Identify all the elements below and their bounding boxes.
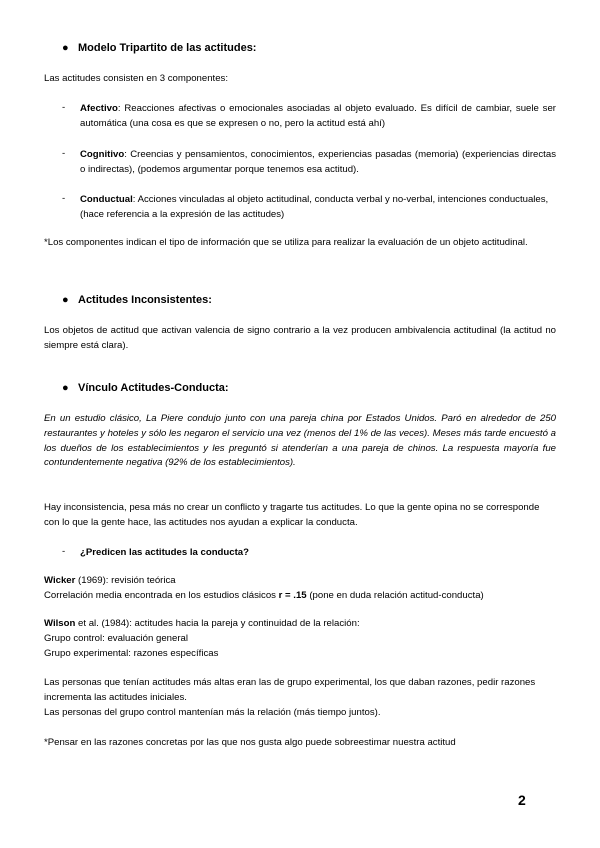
question-heading: ¿Predicen las actitudes la conducta? <box>80 547 250 558</box>
section-heading-inconsistentes: ● Actitudes Inconsistentes: <box>62 294 212 306</box>
section-heading-vinculo: ● Vínculo Actitudes-Conducta: <box>62 382 229 394</box>
dash-marker: - <box>62 102 66 113</box>
page-number: 2 <box>518 792 526 808</box>
component-conductual: Conductual: Acciones vinculadas al objeto actitudinal, conducta verbal y no-verbal, intenciones conductuales, (hace referencia a la expresión de las actitudes) <box>80 194 549 220</box>
dash-marker: - <box>62 148 66 159</box>
section-heading-tripartito: ● Modelo Tripartito de las actitudes: <box>62 42 257 54</box>
final-note: *Pensar en las razones concretas por las que nos gusta algo puede sobreestimar nuestra actitud <box>44 737 456 748</box>
component-cognitivo: Cognitivo: Creencias y pensamientos, conocimientos, experiencias pasadas (memoria) (experiencias directas o indirectas), (podemos argumentar porque tenemos esa actitud). <box>80 149 556 175</box>
dash-marker: - <box>62 546 66 557</box>
wilson-block: Wilson et al. (1984): actitudes hacia la pareja y continuidad de la relación: Grupo control: evaluación general Grupo experimental: razones específicas <box>44 618 360 659</box>
bullet-icon: ● <box>62 382 69 394</box>
bullet-icon: ● <box>62 294 69 306</box>
bullet-icon: ● <box>62 42 69 54</box>
lapiere-study: En un estudio clásico, La Piere condujo junto con una pareja china por Estados Unidos. Paró en alrededor de 250 restaurantes y hoteles y sólo les negaron el servicio una vez (menos del 1% de las veces). Meses más tarde encuestó a los dueños de los establecimientos y les preguntó si atenderían a una pareja de chinos. La respuesta mayoría fue contundentemente negativa (92% de los establecimientos). <box>44 413 556 469</box>
inconsistency-text: Hay inconsistencia, pesa más no crear un conflicto y tragarte tus actitudes. Lo que la gente opina no se corresponde con lo que la gente hace, las actitudes nos ayudan a explicar la conducta. <box>44 502 540 528</box>
inconsistentes-text: Los objetos de actitud que activan valencia de signo contrario a la vez producen ambivalencia actitudinal (la actitud no siempre está clara). <box>44 325 556 351</box>
results-block: Las personas que tenían actitudes más altas eran las de grupo experimental, los que daban razones, pedir razones incrementa las actitudes iniciales. Las personas del grupo control mantenían más la relación (más tiempo juntos). <box>44 677 536 718</box>
wicker-block: Wicker (1969): revisión teórica Correlación media encontrada en los estudios clásicos r = .15 (pone en duda relación actitud-conducta) <box>44 575 484 601</box>
component-afectivo: Afectivo: Reacciones afectivas o emocionales asociadas al objeto evaluado. Es difícil de cambiar, suele ser automática (una cosa es que se expresen o no, pero la actitud está ahí) <box>80 103 556 129</box>
dash-marker: - <box>62 193 66 204</box>
intro-text: Las actitudes consisten en 3 componentes: <box>44 73 228 84</box>
components-note: *Los componentes indican el tipo de información que se utiliza para realizar la evaluación de un objeto actitudinal. <box>44 237 528 248</box>
